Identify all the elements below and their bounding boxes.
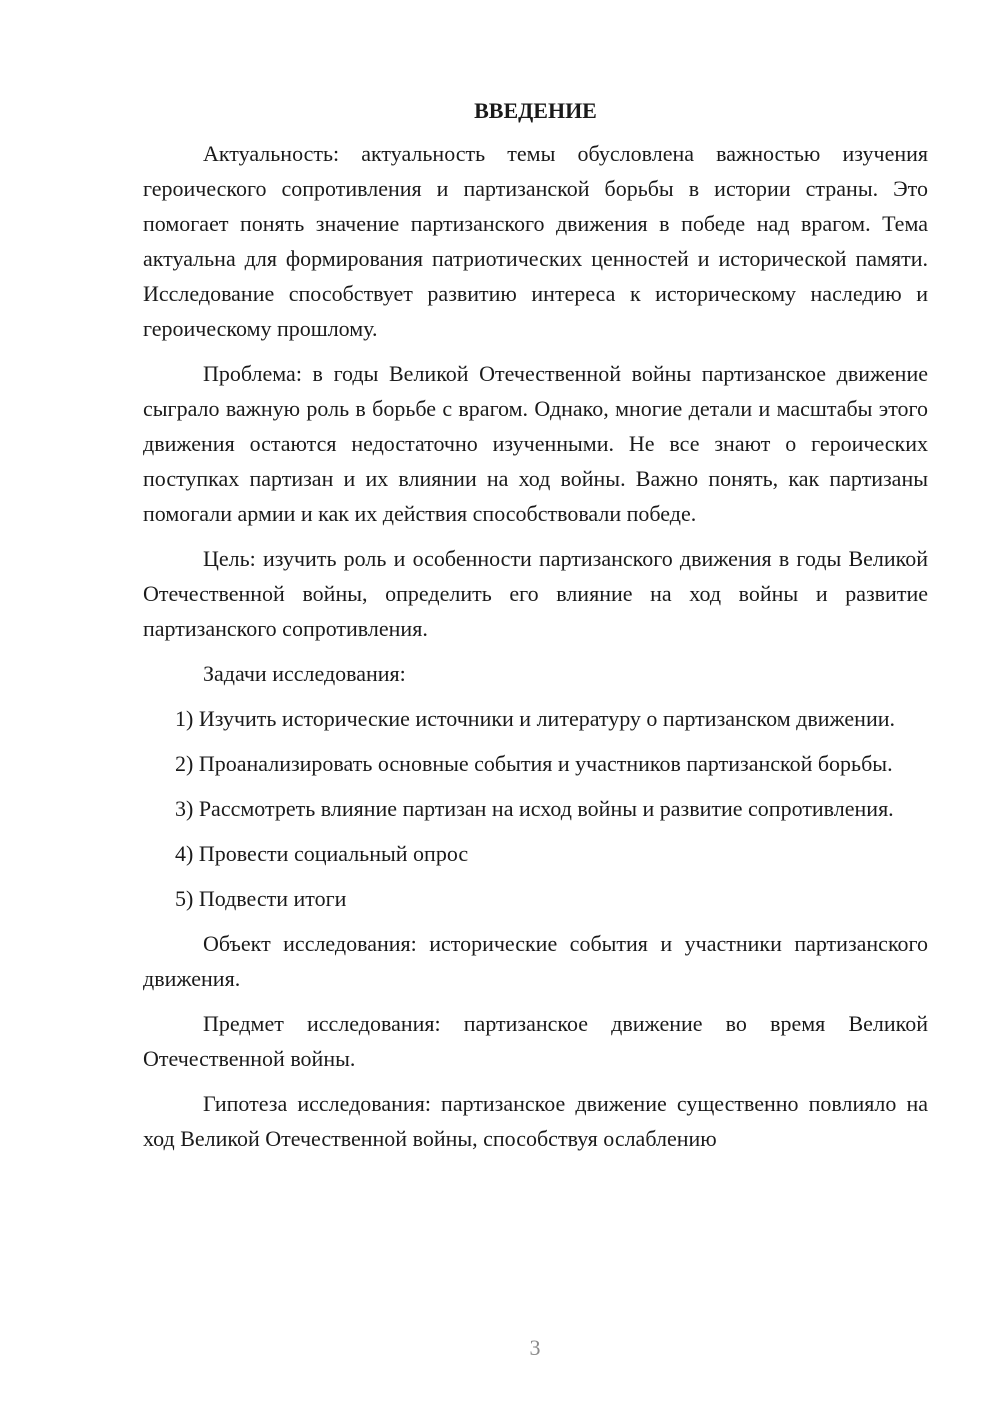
task-item-1: 1) Изучить исторические источники и литературу о партизанском движении. — [175, 706, 895, 731]
goal-paragraph: Цель: изучить роль и особенности партизанского движения в годы Великой Отечественной войны, определить его влияние на ход войны и развитие партизанского сопротивления. — [143, 546, 928, 641]
task-item-5: 5) Подвести итоги — [175, 886, 347, 911]
page-number: 3 — [529, 1335, 541, 1360]
problem-paragraph: Проблема: в годы Великой Отечественной войны партизанское движение сыграло важную роль в борьбе с врагом. Однако, многие детали и масштабы этого движения остаются недостаточно изученными. Не все знают о героических поступках партизан и их влиянии на ход войны. Важно понять, как партизаны помогали армии и как их действия способствовали победе. — [143, 361, 928, 526]
task-item-3: 3) Рассмотреть влияние партизан на исход войны и развитие сопротивления. — [175, 796, 894, 821]
hypothesis-paragraph: Гипотеза исследования: партизанское движение существенно повлияло на ход Великой Отечественной войны, способствуя ослаблению — [143, 1091, 928, 1151]
subject-paragraph: Предмет исследования: партизанское движение во время Великой Отечественной войны. — [143, 1011, 928, 1071]
section-title: ВВЕДЕНИЕ — [474, 98, 597, 123]
task-item-2: 2) Проанализировать основные события и участников партизанской борьбы. — [175, 751, 893, 776]
relevance-paragraph: Актуальность: актуальность темы обусловлена важностью изучения героического сопротивления и партизанской борьбы в истории страны. Это помогает понять значение партизанского движения в победе над врагом. Тема актуальна для формирования патриотических ценностей и исторической памяти. Исследование способствует развитию интереса к историческому наследию и героическому прошлому. — [143, 141, 928, 341]
tasks-heading: Задачи исследования: — [203, 661, 406, 686]
task-item-4: 4) Провести социальный опрос — [175, 841, 469, 866]
object-paragraph: Объект исследования: исторические события и участники партизанского движения. — [143, 931, 928, 991]
document-page — [143, 94, 928, 1166]
